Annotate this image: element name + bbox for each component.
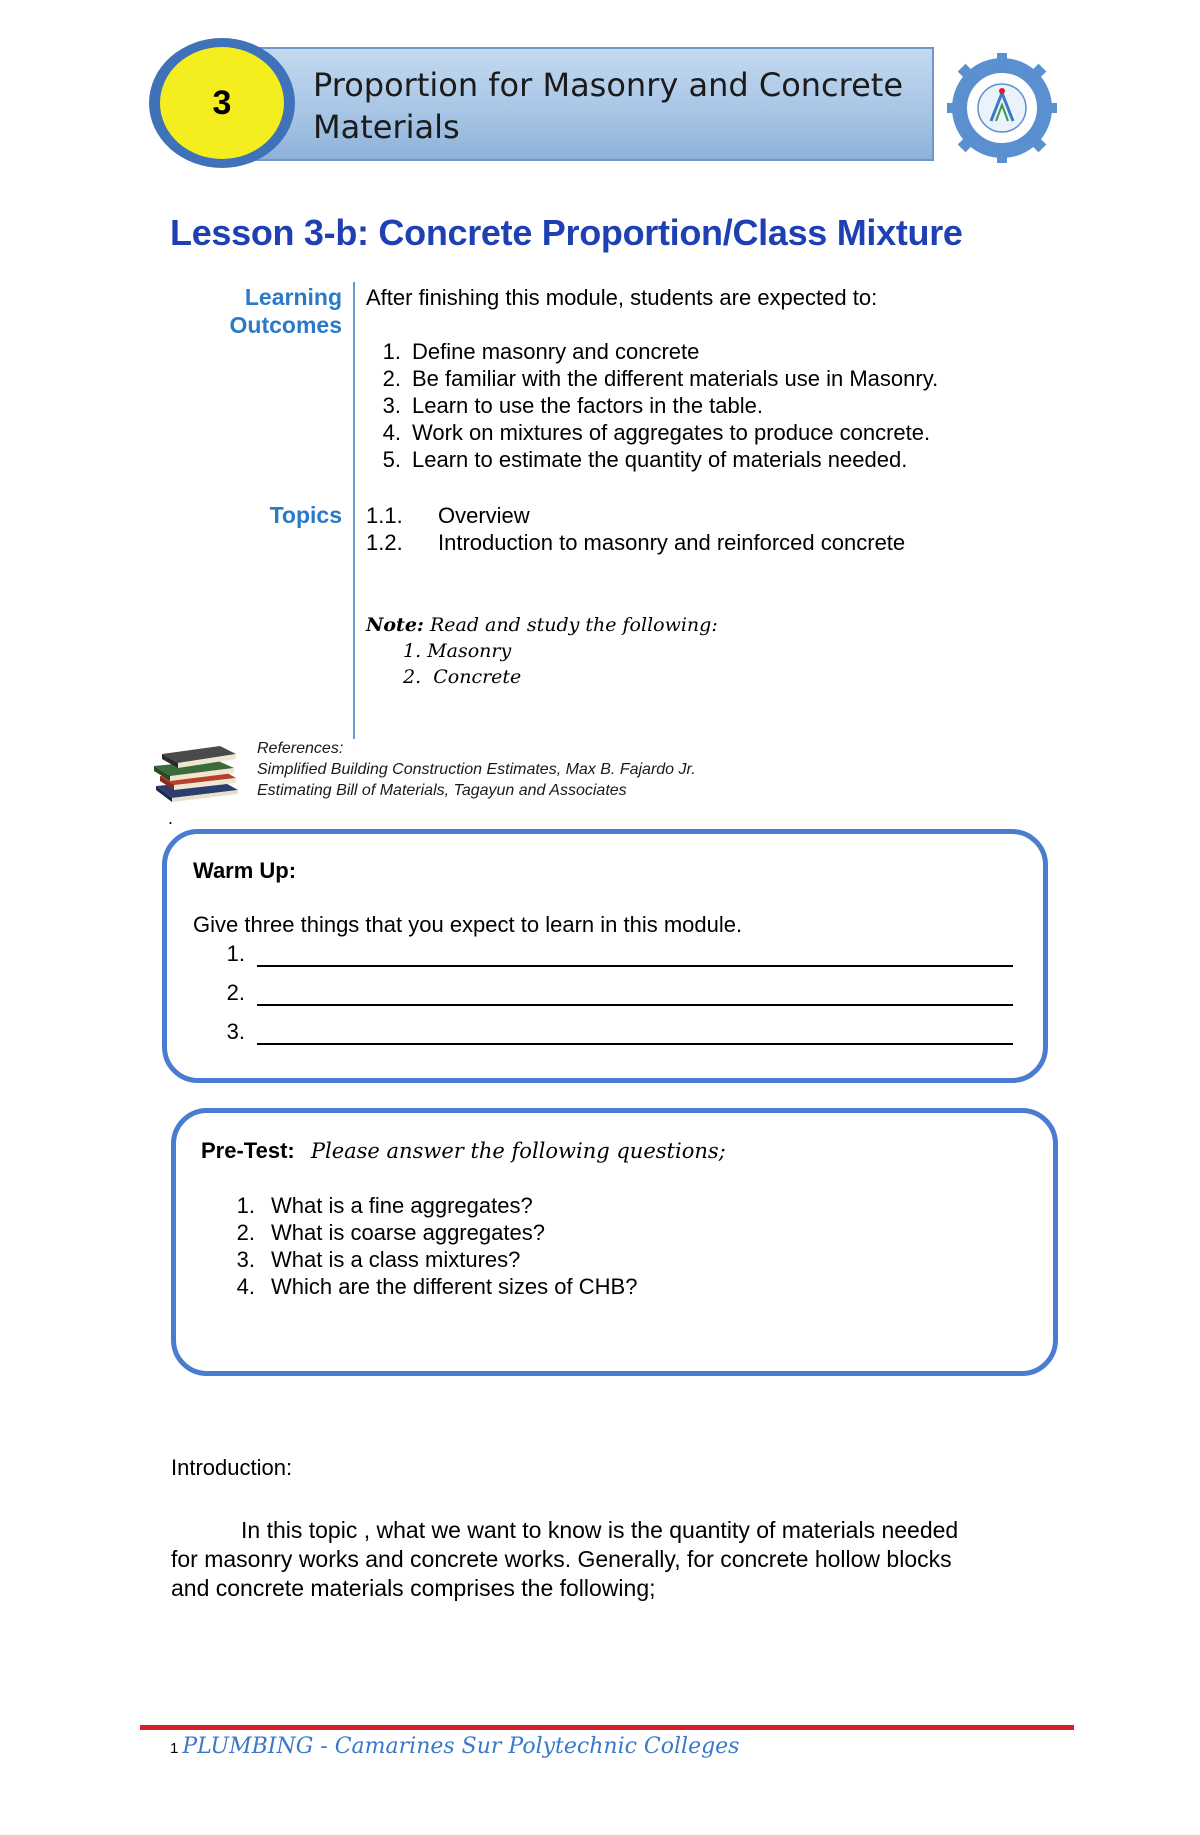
item-number: 1.2. [366,530,403,555]
module-number-badge: 3 [160,47,284,159]
topics-list [366,502,1086,556]
item-text: Learn to use the factors in the table. [412,393,764,418]
note-text: Read and study the following: [429,614,718,636]
list-item [201,1246,1001,1273]
warm-up-answers [165,928,1013,1045]
list-item [366,365,1086,392]
books-icon [150,740,242,802]
learning-outcomes-label-line2: Outcomes [229,312,342,338]
module-title: Proportion for Masonry and Concrete Materials [313,66,904,146]
paragraph-line: In this topic , what we want to know is the quantity of materials needed [241,1517,959,1543]
page-footer [170,1734,739,1759]
item-number: 2. [382,366,401,391]
item-number: 1. [236,1193,255,1218]
item-number: 3. [382,393,401,418]
item-number: 4. [382,420,401,445]
item-text: What is a class mixtures? [271,1247,521,1272]
pre-test-heading [201,1138,726,1164]
note-label: Note: [366,614,424,636]
answer-blank[interactable] [257,1018,1013,1045]
item-text: Which are the different sizes of CHB? [271,1274,638,1299]
item-text: Define masonry and concrete [412,339,700,364]
list-item [366,529,1086,556]
college-seal-icon [947,53,1057,163]
answer-blank[interactable] [257,979,1013,1006]
answer-line[interactable] [165,1006,1013,1045]
item-number: 2. [226,980,245,1005]
learning-outcomes-intro: After finishing this module, students are expected to: [366,285,878,310]
section-divider [353,282,355,739]
item-number: 1. [382,339,401,364]
item-text: Concrete [433,666,522,688]
list-item [201,1273,1001,1300]
answer-line[interactable] [165,967,1013,1006]
item-text: What is coarse aggregates? [271,1220,545,1245]
stray-dot: . [168,808,174,828]
learning-outcomes-list [366,338,1086,473]
list-item [366,419,1086,446]
item-number: 1. [403,640,422,662]
list-item [201,1192,1001,1219]
item-text: Be familiar with the different materials use in Masonry. [412,366,939,391]
page-number: 1 [170,1740,179,1757]
warm-up-prompt: Give three things that you expect to learn in this module. [193,912,743,937]
list-item [366,638,718,664]
reference-item: Estimating Bill of Materials, Tagayun and Associates [257,782,627,799]
references-label: References: [257,740,344,757]
list-item [366,664,718,690]
item-number: 1. [226,941,245,966]
item-number: 4. [236,1274,255,1299]
warm-up-title: Warm Up: [193,858,297,883]
item-number: 3. [226,1019,245,1044]
pre-test-title: Pre-Test: [201,1138,295,1163]
item-text: Work on mixtures of aggregates to produce concrete. [412,420,931,445]
learning-outcomes-label [172,283,342,339]
learning-outcomes-label-line1: Learning [244,284,342,310]
introduction-paragraph [171,1516,1071,1603]
footer-text: PLUMBING - Camarines Sur Polytechnic Colleges [182,1734,740,1759]
note-block [366,612,718,690]
answer-blank[interactable] [257,940,1013,967]
topics-label: Topics [269,502,342,528]
paragraph-line: and concrete materials comprises the following; [171,1575,656,1601]
footer-rule [140,1725,1074,1730]
item-text: Overview [438,503,530,528]
list-item [201,1219,1001,1246]
list-item [366,392,1086,419]
item-text: Learn to estimate the quantity of materials needed. [412,447,908,472]
item-number: 5. [382,447,401,472]
answer-line[interactable] [165,928,1013,967]
list-item [366,502,1086,529]
reference-item: Simplified Building Construction Estimates, Max B. Fajardo Jr. [257,761,696,778]
item-text: Introduction to masonry and reinforced concrete [438,530,906,555]
item-number: 1.1. [366,503,403,528]
item-number: 2. [236,1220,255,1245]
pre-test-questions [201,1192,1001,1300]
lesson-title: Lesson 3-b: Concrete Proportion/Class Mixture [170,212,963,253]
pre-test-instruction: Please answer the following questions; [310,1139,726,1163]
item-number: 2. [403,666,422,688]
item-number: 3. [236,1247,255,1272]
note-line [366,612,718,638]
list-item [366,446,1086,473]
introduction-label: Introduction: [171,1455,293,1480]
references-block [257,738,696,801]
list-item [366,338,1086,365]
item-text: Masonry [427,640,512,662]
item-text: What is a fine aggregates? [271,1193,533,1218]
paragraph-line: for masonry works and concrete works. Generally, for concrete hollow blocks [171,1546,952,1572]
